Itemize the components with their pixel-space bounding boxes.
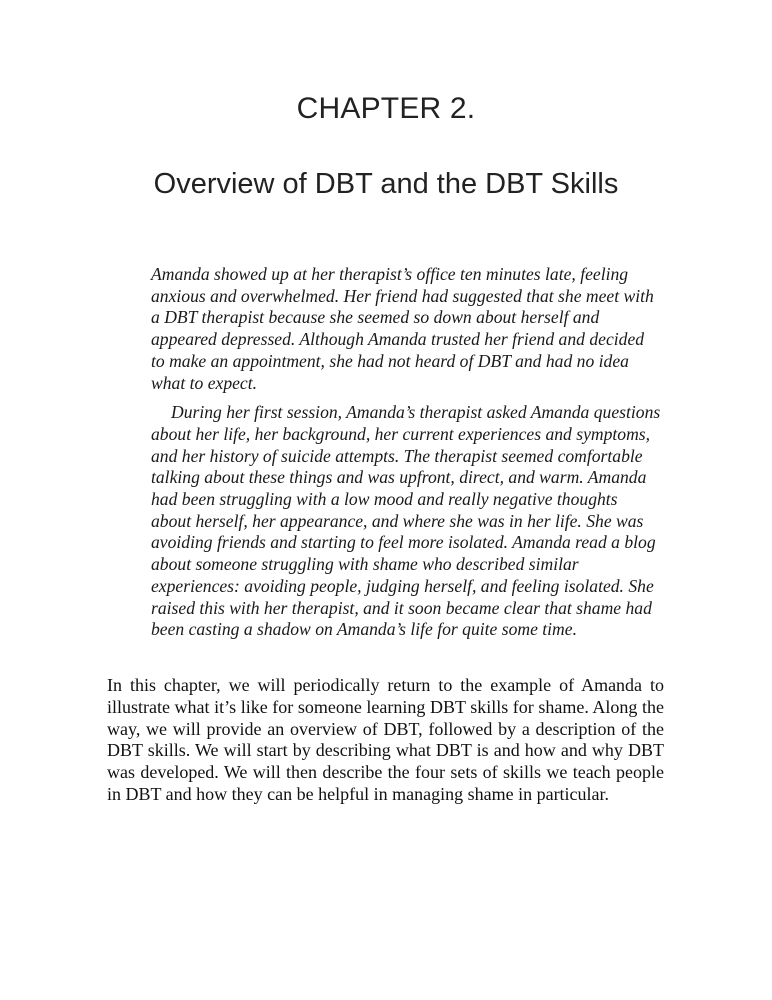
body-paragraph: In this chapter, we will periodically return to the example of Amanda to illustrate what it’s like for someone learning DBT skills for shame. Along the way, we will provide an overview of DBT, followed by a description of the DBT skills. We will start by describing what DBT is and how and why DBT was developed. We will then describe the four sets of skills we teach people in DBT and how they can be helpful in managing shame in particular. xyxy=(107,675,664,804)
vignette-paragraph-2: During her first session, Amanda’s therapist asked Amanda questions about her life, her background, her current experiences and symptoms, and her history of suicide attempts. The therapist seemed comfortable talking about these things and was upfront, direct, and warm. Amanda had been struggling with a low mood and really negative thoughts about herself, her appearance, and where she was in her life. She was avoiding friends and starting to feel more isolated. Amanda read a blog about someone struggling with shame who described similar experiences: avoiding people, judging herself, and feeling isolated. She raised this with her therapist, and it soon became clear that shame had been casting a shadow on Amanda’s life for quite some time. xyxy=(151,402,661,640)
chapter-title: Overview of DBT and the DBT Skills xyxy=(153,168,619,200)
vignette-paragraph-1: Amanda showed up at her therapist’s office ten minutes late, feeling anxious and overwhelmed. Her friend had suggested that she meet with a DBT therapist because she seemed so down about herself and appeared depressed. Although Amanda trusted her friend and decided to make an appointment, she had not heard of DBT and had no idea what to expect. xyxy=(151,264,654,393)
chapter-label: CHAPTER 2. xyxy=(296,92,476,125)
case-vignette xyxy=(151,264,661,641)
